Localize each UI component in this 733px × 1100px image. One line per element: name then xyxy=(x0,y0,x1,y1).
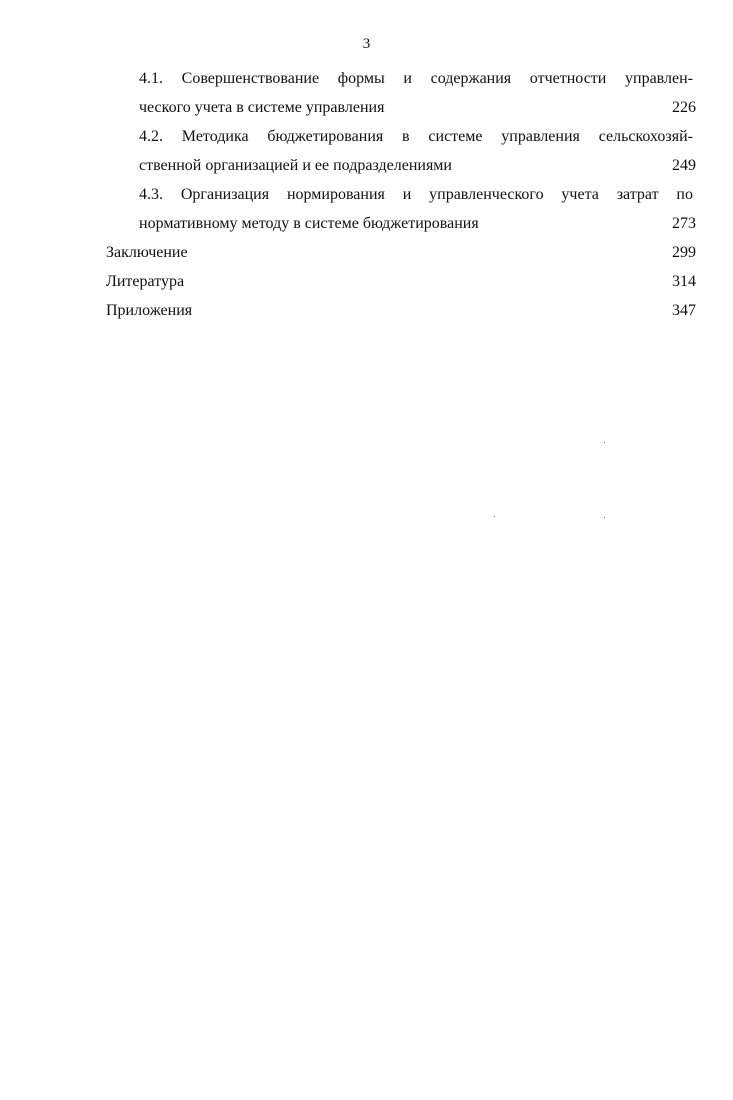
toc-page-number: 299 xyxy=(672,244,696,261)
scan-speck xyxy=(604,517,605,518)
scan-speck xyxy=(494,516,495,517)
toc-entry-appendices xyxy=(106,296,696,325)
toc-entry-4-2 xyxy=(106,122,696,180)
toc-entry-title-line: 4.2. Методика бюджетирования в системе управления сельскохозяй- xyxy=(139,128,693,145)
toc-entry-title: Литература xyxy=(106,273,185,290)
toc-entry-4-1 xyxy=(106,64,696,122)
toc-entry-title-line: 4.1. Совершенствование формы и содержания отчетности управлен- xyxy=(139,70,693,87)
toc-entry-4-3 xyxy=(106,180,696,238)
toc-entry-title-line: нормативному методу в системе бюджетирования xyxy=(139,215,479,232)
toc-entry-title: Приложения xyxy=(106,302,193,319)
toc-entry-literature xyxy=(106,267,696,296)
scan-speck xyxy=(604,442,605,443)
page-number: 3 xyxy=(362,36,371,52)
toc-entry-title-line: ственной организацией и ее подразделениями xyxy=(139,157,452,174)
toc-page-number: 273 xyxy=(672,215,696,232)
toc-page-number: 314 xyxy=(672,273,696,290)
toc-entry-conclusion xyxy=(106,238,696,267)
table-of-contents xyxy=(106,64,696,325)
toc-page-number: 226 xyxy=(672,99,696,116)
toc-entry-title-line: 4.3. Организация нормирования и управленческого учета затрат по xyxy=(139,186,693,203)
toc-entry-title: Заключение xyxy=(106,244,188,261)
toc-page-number: 347 xyxy=(672,302,696,319)
toc-page-number: 249 xyxy=(672,157,696,174)
toc-entry-title-line: ческого учета в системе управления xyxy=(139,99,385,116)
